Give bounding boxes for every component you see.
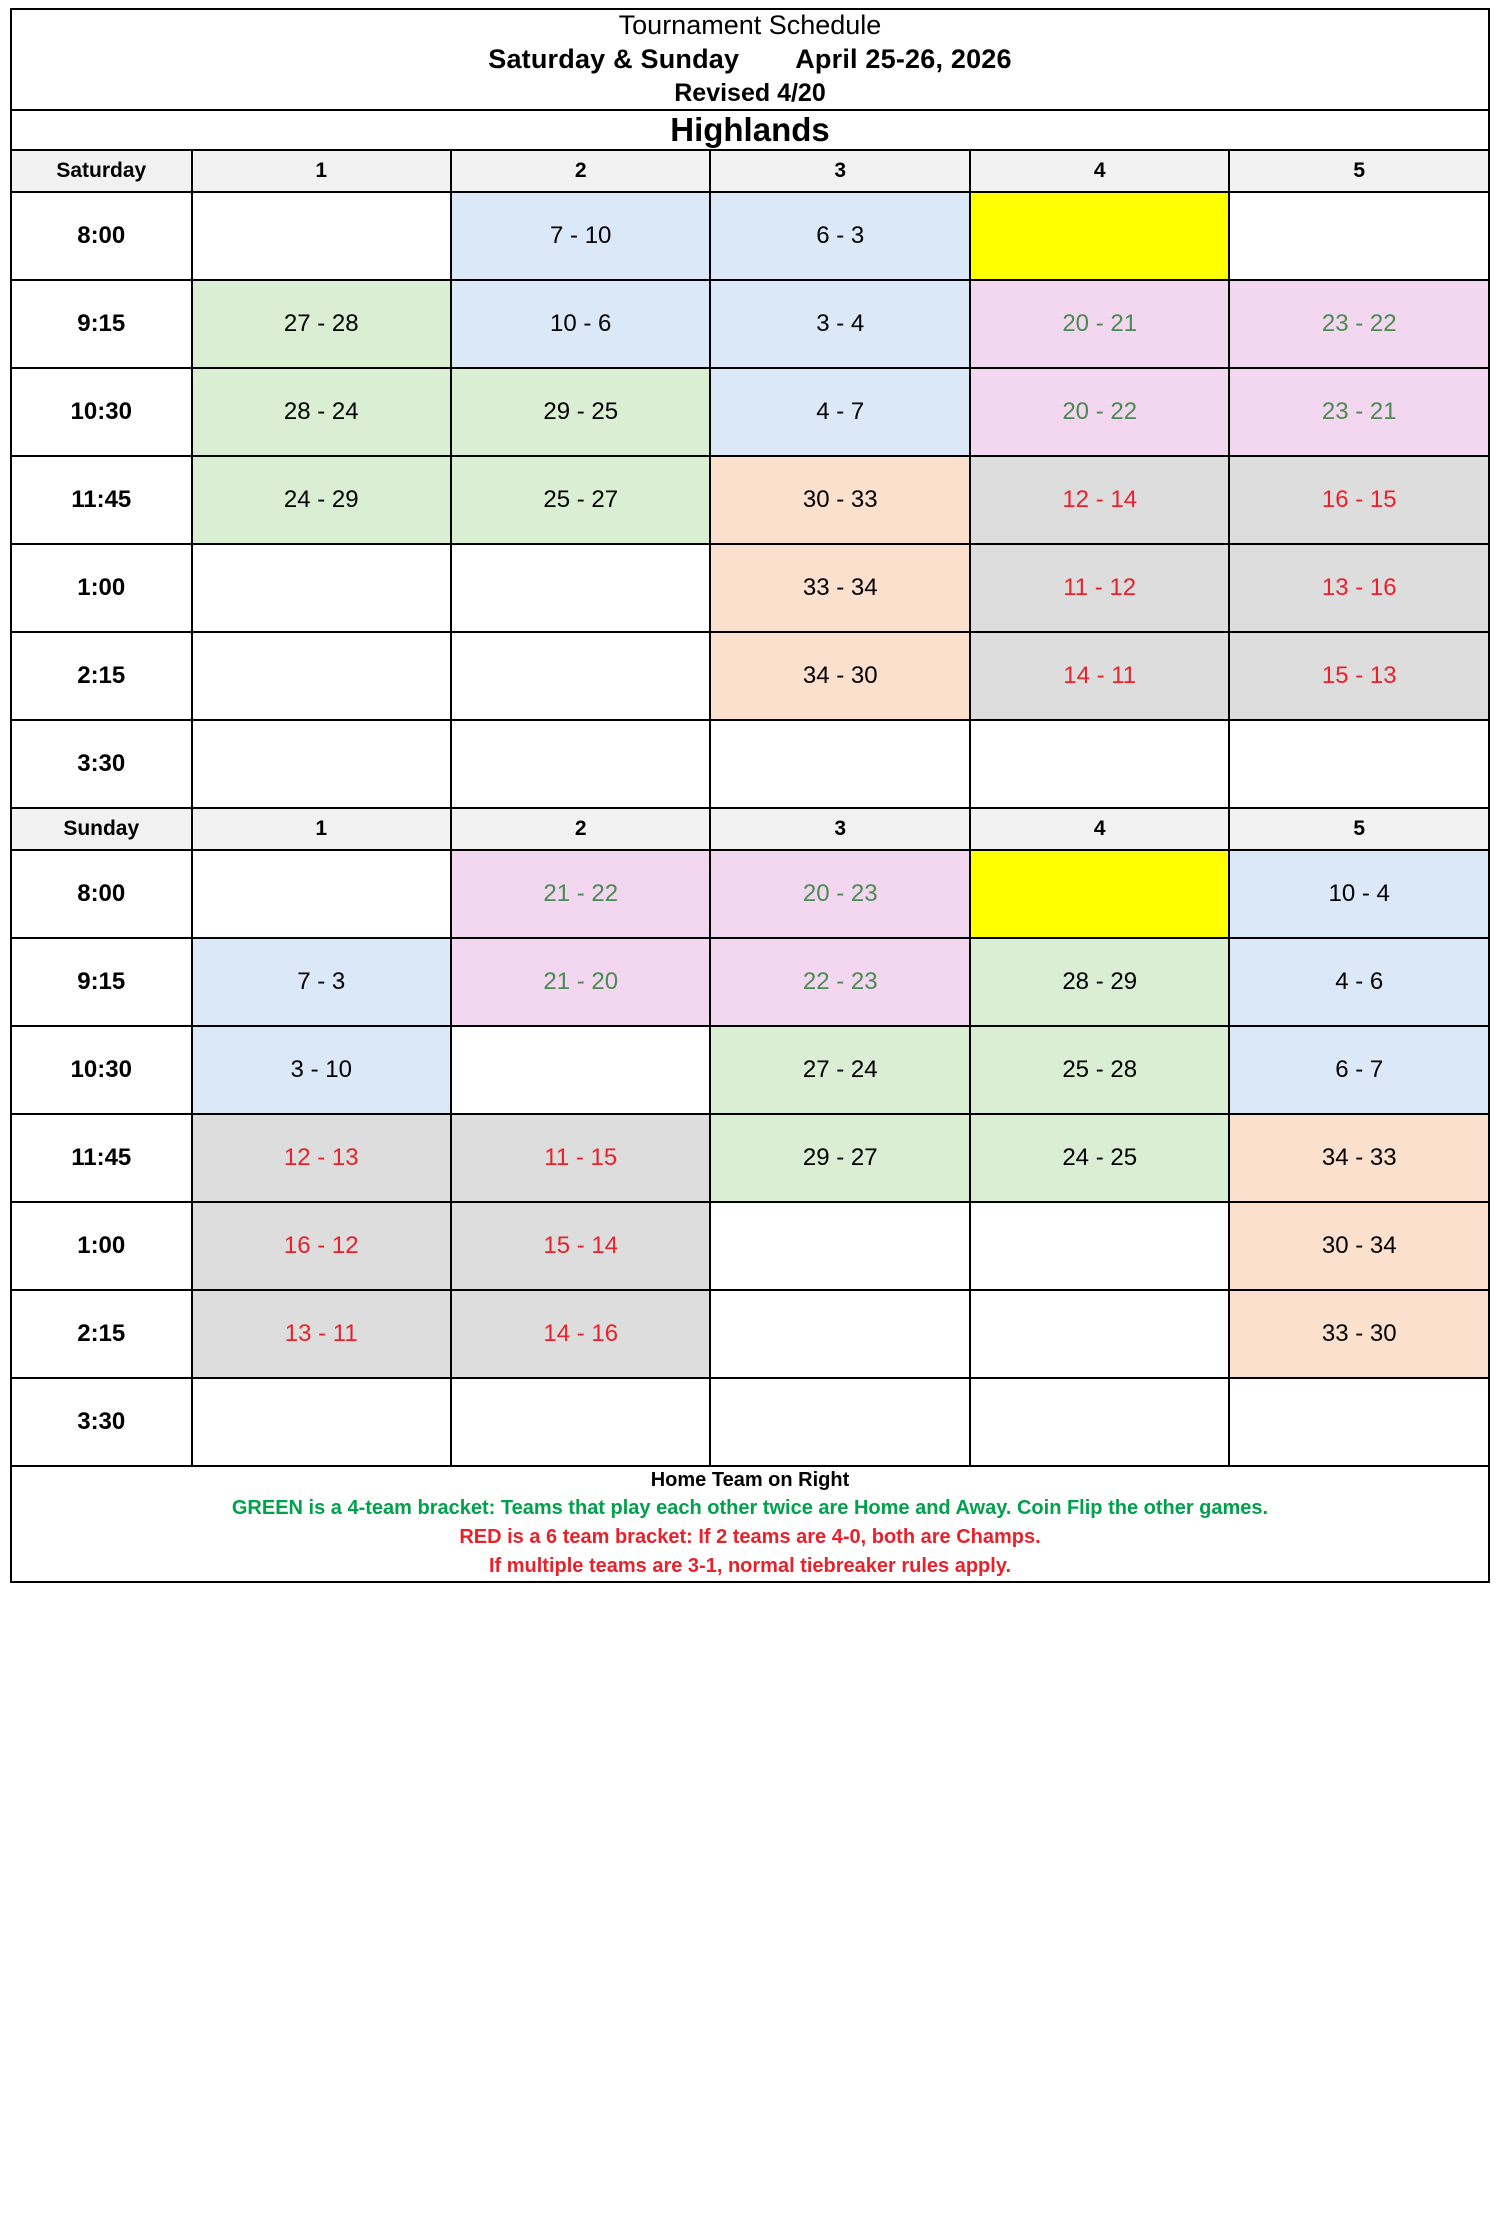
game-cell: 11 - 15 [451,1114,710,1202]
game-cell: 14 - 16 [451,1290,710,1378]
title-row [11,9,1489,110]
court-header-2: 2 [451,150,710,192]
game-cell: 10 - 6 [451,280,710,368]
table-row [11,1026,1489,1114]
game-cell: 15 - 14 [451,1202,710,1290]
table-row [11,938,1489,1026]
game-cell: 28 - 24 [192,368,451,456]
footer-home-team-note: Home Team on Right [650,1469,850,1492]
game-cell-blocked [970,850,1229,938]
game-cell: 21 - 22 [451,850,710,938]
game-cell: 29 - 25 [451,368,710,456]
table-row [11,456,1489,544]
game-cell [710,1290,969,1378]
time-label: 10:30 [11,368,192,456]
game-cell: 6 - 3 [710,192,969,280]
game-cell: 12 - 14 [970,456,1229,544]
game-cell: 16 - 12 [192,1202,451,1290]
title-dates: April 25-26, 2026 [795,43,1012,74]
time-label: 1:00 [11,1202,192,1290]
game-cell: 3 - 10 [192,1026,451,1114]
game-cell [710,1378,969,1466]
game-cell: 23 - 21 [1229,368,1489,456]
time-label: 10:30 [11,1026,192,1114]
game-cell [192,850,451,938]
time-label: 3:30 [11,1378,192,1466]
game-cell: 23 - 22 [1229,280,1489,368]
title-days: Saturday & Sunday [488,43,740,74]
game-cell: 3 - 4 [710,280,969,368]
game-cell: 22 - 23 [710,938,969,1026]
venue-row [11,110,1489,150]
court-header-2: 2 [451,808,710,850]
game-cell: 12 - 13 [192,1114,451,1202]
table-row [11,632,1489,720]
game-cell: 21 - 20 [451,938,710,1026]
document-title: Tournament Schedule [618,10,882,40]
game-cell-blocked [970,192,1229,280]
court-header-3: 3 [710,808,969,850]
title-days-dates [12,42,1488,77]
game-cell [192,544,451,632]
game-cell: 34 - 33 [1229,1114,1489,1202]
game-cell: 33 - 30 [1229,1290,1489,1378]
game-cell: 25 - 27 [451,456,710,544]
sunday-header-row [11,808,1489,850]
game-cell [1229,720,1489,808]
game-cell [1229,192,1489,280]
game-cell: 15 - 13 [1229,632,1489,720]
game-cell: 33 - 34 [710,544,969,632]
time-label: 2:15 [11,1290,192,1378]
court-header-3: 3 [710,150,969,192]
table-row [11,1378,1489,1466]
game-cell: 29 - 27 [710,1114,969,1202]
game-cell [451,1378,710,1466]
time-label: 9:15 [11,280,192,368]
time-label: 3:30 [11,720,192,808]
table-row [11,850,1489,938]
table-row [11,1290,1489,1378]
time-label: 9:15 [11,938,192,1026]
table-row [11,544,1489,632]
game-cell: 30 - 34 [1229,1202,1489,1290]
game-cell: 10 - 4 [1229,850,1489,938]
game-cell [970,1378,1229,1466]
game-cell [451,544,710,632]
game-cell: 4 - 6 [1229,938,1489,1026]
table-row [11,720,1489,808]
footer-tiebreaker-note: If multiple teams are 3-1, normal tiebreaker rules apply. [488,1555,1012,1578]
court-header-1: 1 [192,808,451,850]
day-label-saturday: Saturday [11,150,192,192]
game-cell: 11 - 12 [970,544,1229,632]
court-header-5: 5 [1229,150,1489,192]
game-cell [710,720,969,808]
game-cell: 13 - 11 [192,1290,451,1378]
time-label: 1:00 [11,544,192,632]
table-row [11,1202,1489,1290]
court-header-1: 1 [192,150,451,192]
time-label: 8:00 [11,192,192,280]
footer-block [11,1466,1489,1582]
game-cell: 20 - 21 [970,280,1229,368]
title-revised: Revised 4/20 [674,78,826,107]
game-cell [451,1026,710,1114]
game-cell [970,720,1229,808]
venue-name: Highlands [11,110,1489,150]
game-cell [970,1290,1229,1378]
game-cell: 27 - 28 [192,280,451,368]
game-cell [451,632,710,720]
footer-green-bracket-note: GREEN is a 4-team bracket: Teams that play each other twice are Home and Away. Coin Flip the other games. [231,1497,1269,1520]
game-cell: 24 - 29 [192,456,451,544]
game-cell: 34 - 30 [710,632,969,720]
game-cell [970,1202,1229,1290]
table-row [11,368,1489,456]
court-header-4: 4 [970,808,1229,850]
game-cell: 7 - 3 [192,938,451,1026]
game-cell: 20 - 23 [710,850,969,938]
game-cell [1229,1378,1489,1466]
game-cell: 16 - 15 [1229,456,1489,544]
title-block [11,9,1489,110]
game-cell [192,720,451,808]
game-cell: 7 - 10 [451,192,710,280]
game-cell [192,1378,451,1466]
footer-red-bracket-note: RED is a 6 team bracket: If 2 teams are 4-0, both are Champs. [459,1526,1041,1549]
schedule-table [10,8,1490,1583]
time-label: 11:45 [11,456,192,544]
game-cell: 6 - 7 [1229,1026,1489,1114]
table-row [11,1114,1489,1202]
time-label: 2:15 [11,632,192,720]
game-cell: 4 - 7 [710,368,969,456]
game-cell: 28 - 29 [970,938,1229,1026]
footer-row [11,1466,1489,1582]
game-cell [451,720,710,808]
game-cell [710,1202,969,1290]
game-cell: 25 - 28 [970,1026,1229,1114]
game-cell: 20 - 22 [970,368,1229,456]
court-header-5: 5 [1229,808,1489,850]
saturday-header-row [11,150,1489,192]
day-label-sunday: Sunday [11,808,192,850]
game-cell: 30 - 33 [710,456,969,544]
game-cell: 24 - 25 [970,1114,1229,1202]
game-cell [192,192,451,280]
table-row [11,192,1489,280]
game-cell: 14 - 11 [970,632,1229,720]
court-header-4: 4 [970,150,1229,192]
game-cell [192,632,451,720]
table-row [11,280,1489,368]
game-cell: 13 - 16 [1229,544,1489,632]
time-label: 8:00 [11,850,192,938]
time-label: 11:45 [11,1114,192,1202]
game-cell: 27 - 24 [710,1026,969,1114]
